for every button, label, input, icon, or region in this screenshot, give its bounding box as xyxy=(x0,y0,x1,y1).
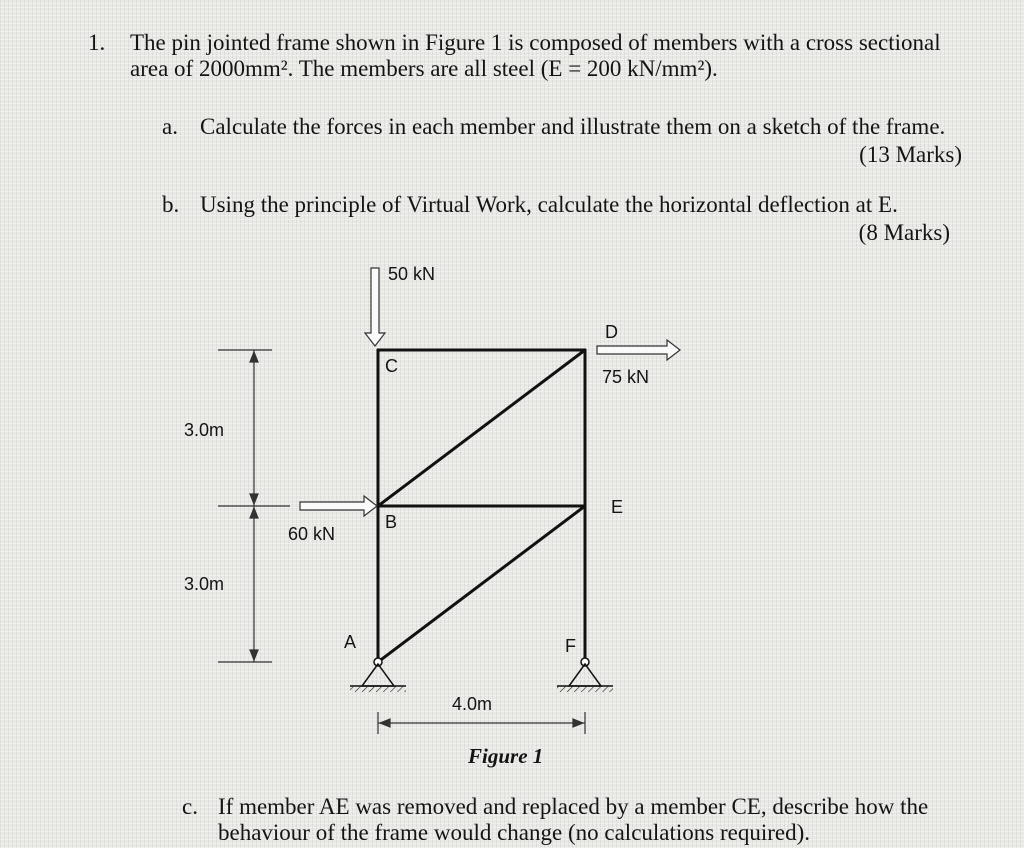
part-b-label: b. xyxy=(162,192,180,217)
node-label-a: A xyxy=(344,632,357,652)
question-line-2: area of 2000mm². The members are all steel (E = 200 kN/mm²). xyxy=(130,56,718,81)
part-b-text: Using the principle of Virtual Work, calculate the horizontal deflection at E. xyxy=(200,192,898,217)
node-label-e: E xyxy=(611,497,624,517)
dim-label-width: 4.0m xyxy=(452,694,493,714)
load-label-50kn: 50 kN xyxy=(388,264,436,284)
load-label-75kn: 75 kN xyxy=(602,367,650,387)
part-a-marks: (13 Marks) xyxy=(859,142,962,167)
node-label-d: D xyxy=(605,322,618,342)
horizontal-dimension xyxy=(378,712,585,734)
part-c-line-1: If member AE was removed and replaced by a member CE, describe how the xyxy=(218,794,929,819)
node-label-b: B xyxy=(385,512,398,532)
part-b-marks: (8 Marks) xyxy=(858,220,950,245)
frame-members xyxy=(378,350,585,662)
support-a xyxy=(350,658,406,692)
load-label-60kn: 60 kN xyxy=(288,524,336,544)
load-arrow-75kn xyxy=(597,340,680,360)
question-line-1: The pin jointed frame shown in Figure 1 is composed of members with a cross sectional xyxy=(130,30,941,55)
question-number: 1. xyxy=(88,30,106,55)
load-arrow-50kn xyxy=(365,268,385,346)
part-a-label: a. xyxy=(162,114,178,139)
node-label-c: C xyxy=(385,356,398,376)
part-a-text: Calculate the forces in each member and illustrate them on a sketch of the frame. xyxy=(200,114,946,139)
part-c-line-2: behaviour of the frame would change (no calculations required). xyxy=(218,820,811,845)
node-label-f: F xyxy=(565,636,576,656)
part-c-label: c. xyxy=(182,794,198,819)
load-arrow-60kn xyxy=(300,496,377,516)
member-ae xyxy=(378,506,585,662)
dim-label-upper: 3.0m xyxy=(184,420,225,440)
figure-caption: Figure 1 xyxy=(468,744,544,768)
support-f xyxy=(557,658,613,692)
member-bd xyxy=(378,350,585,506)
vertical-dimension xyxy=(218,350,290,662)
dim-label-lower: 3.0m xyxy=(184,574,225,594)
